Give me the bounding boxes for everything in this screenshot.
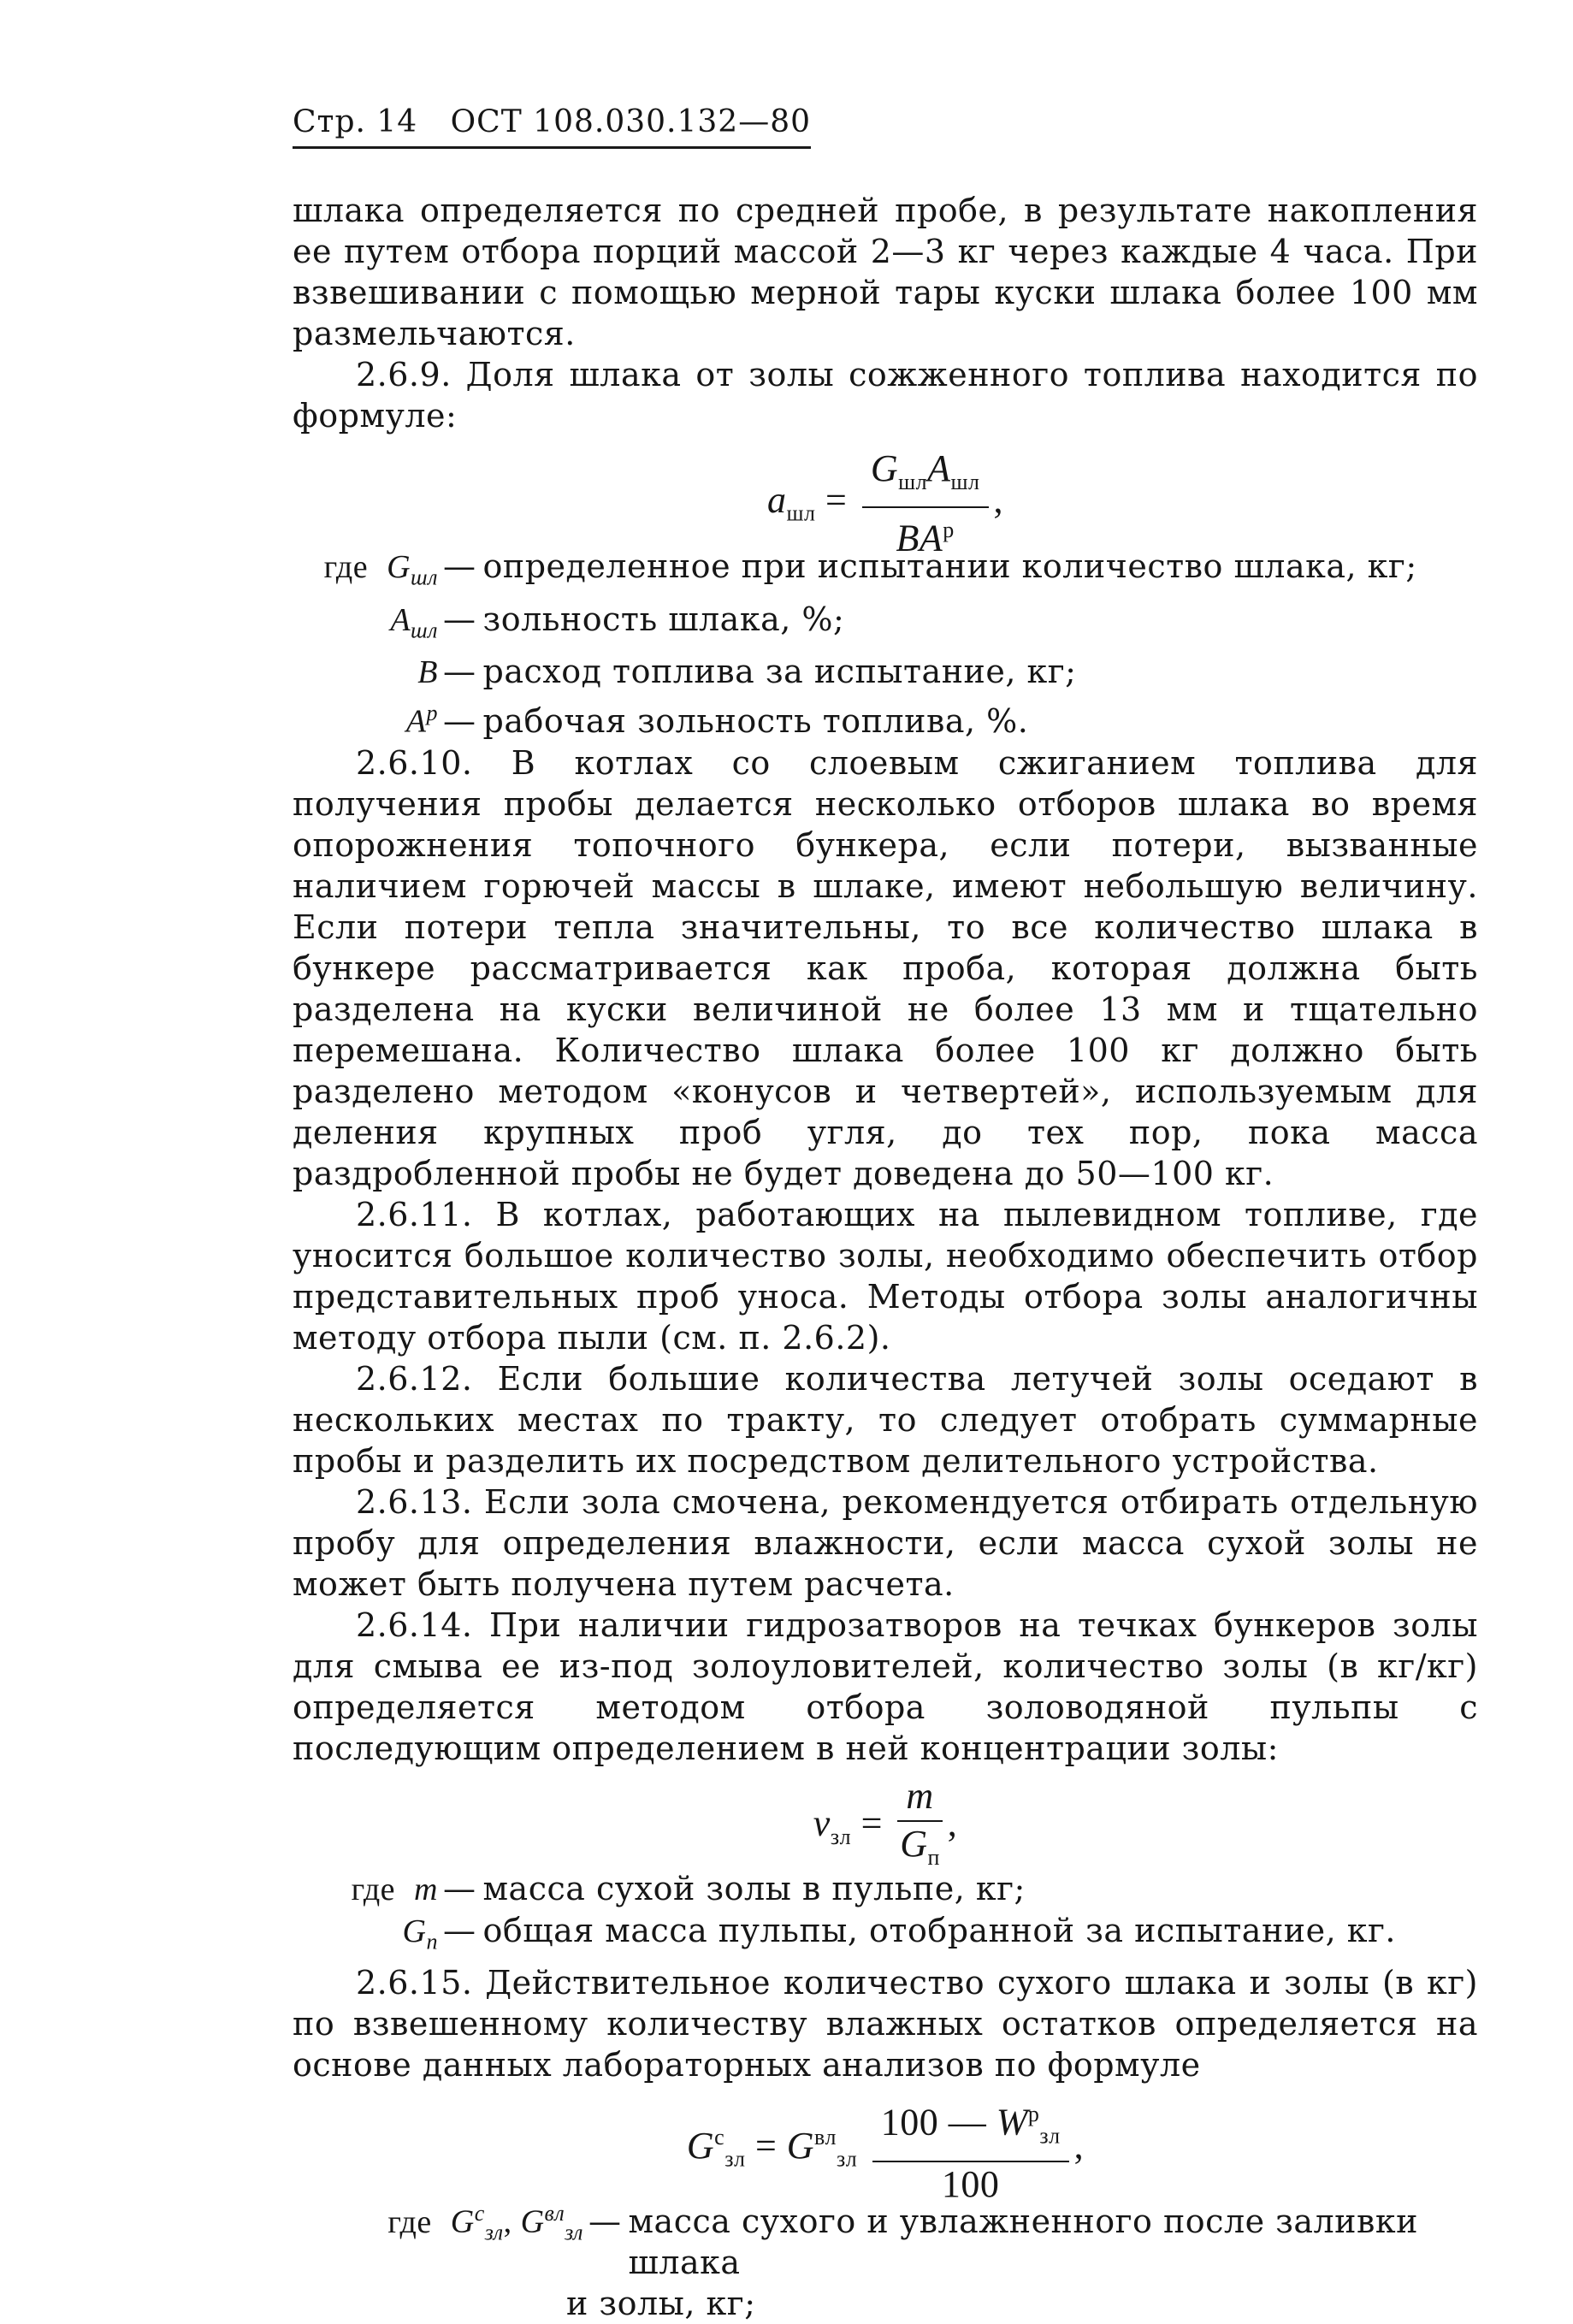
- legend-row: $G_п$ — общая масса пульпы, отобранной за испытание, кг.: [402, 1911, 1396, 1954]
- legend-dry-mass: [293, 2193, 1478, 2324]
- legend-row: где $G_{шл}$ — определенное при испытании количество шлака, кг;: [323, 547, 1417, 590]
- paragraph-2-6-14: 2.6.14. При наличии гидрозатворов на течках бункеров золы для смыва ее из-под золоуловителей, количество золы (в кг/кг) определяется методом отбора золоводяной пульпы с последующим определением в ней концентрации золы:: [293, 1606, 1478, 1767]
- legend-row: $A^р$ — рабочая зольность топлива, %.: [405, 701, 1029, 740]
- paragraph-2-6-13: 2.6.13. Если зола смочена, рекомендуется отбирать отдельную пробу для определения влажности, если масса сухой золы не может быть получена путем расчета.: [293, 1482, 1478, 1603]
- legend-slag-share: [293, 546, 1478, 742]
- document-code: ОСТ 108.030.132—80: [450, 104, 812, 139]
- paragraph-continuation: шлака определяется по средней пробе, в результате накопления ее путем отбора порций массой 2—3 кг через каждые 4 часа. При взвешивании с помощью мерной тары куски шлака более 100 мм размельчаются.: [293, 192, 1478, 352]
- page-number: Стр. 14: [293, 104, 418, 139]
- fraction: $\frac{m}{G_п}$: [897, 1776, 942, 1878]
- legend-ash-concentration: [293, 1868, 1478, 1963]
- formula-slag-share: $a_{шл}$ = $\frac{G_{шл}A_{шл}}{BA^р}$ ,: [767, 447, 1003, 559]
- legend-row: где m — масса сухой золы в пульпе, кг;: [351, 1869, 1026, 1907]
- paragraph-2-6-10: 2.6.10. В котлах со слоевым сжиганием топлива для получения пробы делается несколько отборов шлака во время опорожнения топочного бункера, если потери, вызванные наличием горючей массы в шлаке, имеют небольшую величину. Если потери тепла значительны, то все количество шлака в бункере рассматривается как проба, которая должна быть разделена на куски величиной не более 13 мм и тщательно перемешана. Количество шлака более 100 кг должно быть разделено методом «конусов и четвертей», используемым для деления крупных проб угля, до тех пор, пока масса раздробленной пробы не будет доведена до 50—100 кг.: [293, 743, 1478, 1192]
- fraction: $\frac{G_{шл}A_{шл}}{BA^р}$: [862, 448, 989, 559]
- legend-row: $A_{шл}$ — зольность шлака, %;: [390, 600, 845, 643]
- paragraph-2-6-11: 2.6.11. В котлах, работающих на пылевидном топливе, где уносится большое количество золы, необходимо обеспечить отбор представительных проб уноса. Методы отбора золы аналогичны методу отбора пыли (см. п. 2.6.2).: [293, 1195, 1478, 1357]
- paragraph-2-6-9: 2.6.9. Доля шлака от золы сожженного топлива находится по формуле:: [293, 356, 1478, 435]
- paragraph-2-6-15: 2.6.15. Действительное количество сухого шлака и золы (в кг) по взвешенному количеству влажных остатков определяется на основе данных лабораторных анализов по формуле: [293, 1964, 1478, 2085]
- legend-row: и золы, кг;: [566, 2285, 756, 2323]
- page-body: [293, 190, 1478, 2324]
- page-header: [293, 104, 811, 149]
- formula-dry-mass: $G^с_{зл} = G^{вл}_{зл}$ $\frac{100 — W^р_{зл}}{100}$ ,: [293, 2085, 1478, 2193]
- formula-ash-concentration: $\nu_{зл}$ = $\frac{m}{G_п}$ ,: [293, 1769, 1478, 1868]
- paragraph-2-6-12: 2.6.12. Если большие количества летучей золы оседают в нескольких местах по тракту, то следует отобрать суммарные пробы и разделить их посредством делительного устройства.: [293, 1359, 1478, 1480]
- legend-row: где $G^с_{зл}$, $G^{вл}_{зл}$ — масса сухого и увлажненного после заливки шлака: [387, 2201, 1418, 2282]
- legend-row: B — расход топлива за испытание, кг;: [417, 653, 1077, 691]
- fraction: $\frac{100 — W^р_{зл}}{100}$: [872, 2094, 1069, 2204]
